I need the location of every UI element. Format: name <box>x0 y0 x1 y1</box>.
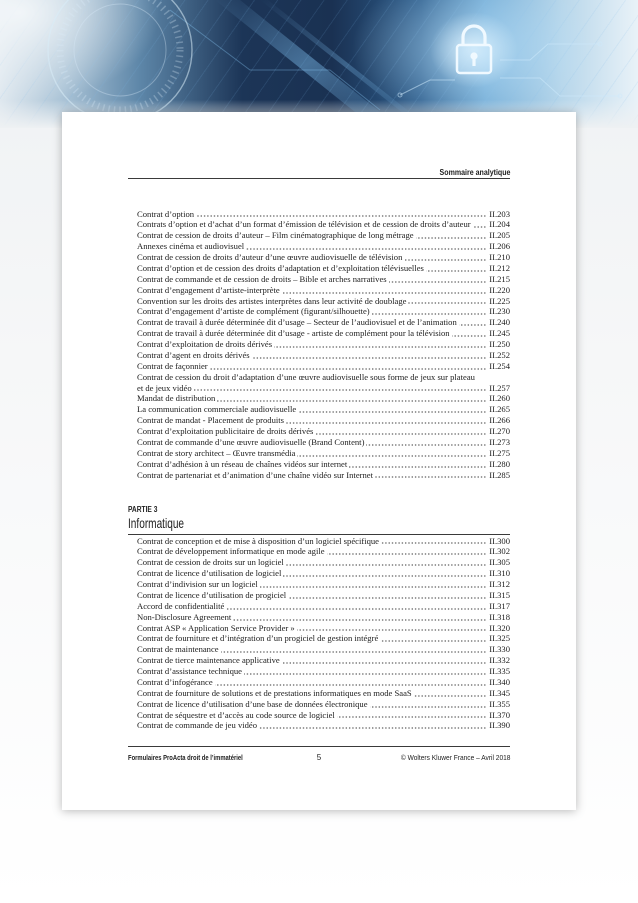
toc-entry <box>137 623 510 634</box>
toc-entry-title: Contrat de cession de droits sur un logiciel <box>137 557 284 568</box>
toc-entry-title: Contrat de commande de jeu vidéo <box>137 720 258 731</box>
toc-entry-page: II.225 <box>489 295 510 306</box>
toc-entry-page: II.270 <box>489 426 510 436</box>
toc-entry-title: Contrat de partenariat et d’animation d’une chaîne vidéo sur Internet <box>137 469 373 480</box>
toc-entry-title: Contrat d’assistance technique <box>137 666 243 677</box>
toc-entry-page: II.275 <box>489 447 510 458</box>
toc-entry <box>137 459 510 470</box>
toc-entry-page: II.250 <box>489 339 510 349</box>
toc-entry-page: II.345 <box>489 687 510 698</box>
toc-entry <box>137 339 510 350</box>
toc-entry-page: II.310 <box>489 568 510 579</box>
toc-entry-title: Contrat de fourniture et d’intégration d’un progiciel de gestion intégré <box>137 633 379 644</box>
toc-entry-page: II.252 <box>489 349 510 360</box>
toc-entry <box>137 296 510 307</box>
toc-entry-title: Contrat d’infogérance <box>137 676 213 687</box>
toc-entry <box>137 448 510 459</box>
toc-entry-title: Contrat de licence d’utilisation de progiciel <box>137 589 287 600</box>
toc-entry <box>137 720 510 731</box>
toc-entry-title: Contrat de tierce maintenance applicative <box>137 655 280 666</box>
toc-entry-page: II.300 <box>489 535 510 546</box>
toc-entry-title: Contrat de développement informatique en mode agile <box>137 546 325 557</box>
toc-entry <box>137 612 510 623</box>
toc-entry <box>137 415 510 426</box>
toc-entry-page: II.332 <box>489 655 510 666</box>
toc-entry-title: Contrat de cession de droits d’auteur d’une œuvre audiovisuelle de télévision <box>137 252 403 262</box>
toc-entry-title: Accord de confidentialité <box>137 600 225 611</box>
toc-entry-page: II.257 <box>489 382 510 393</box>
toc-entry <box>137 209 510 220</box>
toc-entry-title: Contrat d’indivision sur un logiciel <box>137 579 258 590</box>
toc-list-informatique <box>137 536 510 732</box>
toc-entry <box>137 306 510 317</box>
toc-entry <box>137 644 510 655</box>
toc-entry-title: Contrat d’engagement d’artiste-interprète <box>137 284 280 295</box>
toc-entry-title: Contrat de maintenance <box>137 644 219 655</box>
toc-entry <box>137 372 510 394</box>
part-title: Informatique <box>128 515 185 531</box>
toc-entry-page: II.266 <box>489 415 510 426</box>
toc-entry <box>137 437 510 448</box>
toc-entry-page: II.330 <box>489 644 510 655</box>
toc-entry <box>137 404 510 415</box>
toc-entry <box>137 699 510 710</box>
toc-entry-title: Contrat de travail à durée déterminée dit d’usage - artiste de complément pour la télévision <box>137 328 450 339</box>
toc-entry <box>137 426 510 437</box>
toc-list-audiovisual <box>137 209 510 481</box>
toc-entry <box>137 317 510 328</box>
banner-illustration <box>0 0 638 128</box>
toc-entry-page: II.210 <box>489 252 510 262</box>
toc-entry-page: II.206 <box>489 241 510 252</box>
toc-entry-page: II.315 <box>489 589 510 600</box>
toc-entry <box>137 263 510 274</box>
toc-entry-page: II.260 <box>489 393 510 404</box>
toc-entry-page: II.230 <box>489 306 510 317</box>
toc-entry-title: Contrat de mandat - Placement de produits <box>137 415 285 426</box>
header-banner <box>0 0 638 128</box>
header-rule <box>128 178 510 179</box>
toc-entry <box>137 230 510 241</box>
toc-entry <box>137 677 510 688</box>
toc-entry-title: Contrat d’option et de cession des droits d’adaptation et d’exploitation télévisuelles <box>137 262 424 273</box>
toc-entry-title: Annexes cinéma et audiovisuel <box>137 241 245 252</box>
toc-entry-title: Contrat d’option <box>137 208 195 219</box>
toc-entry-page: II.340 <box>489 676 510 687</box>
toc-entry <box>137 219 510 230</box>
toc-entry-title: La communication commerciale audiovisuelle <box>137 404 297 415</box>
toc-entry <box>137 252 510 263</box>
footer-page-number: 5 <box>316 753 322 762</box>
document-page <box>62 112 576 810</box>
toc-entry-page: II.203 <box>489 208 510 219</box>
toc-entry-title: Contrats d’option et d’achat d’un format d’émission de télévision et de cession de droits d’auteur <box>137 219 471 230</box>
toc-entry <box>137 590 510 601</box>
toc-entry <box>137 688 510 699</box>
part-label: PARTIE 3 <box>128 505 158 514</box>
toc-entry <box>137 655 510 666</box>
toc-entry-page: II.305 <box>489 557 510 568</box>
toc-entry-title: Contrat de story architect – Œuvre transmédia <box>137 447 296 458</box>
toc-entry <box>137 470 510 481</box>
toc-entry-page: II.318 <box>489 611 510 622</box>
toc-entry-title: Contrat de séquestre et d’accès au code source de logiciel <box>137 709 335 720</box>
toc-entry-page: II.215 <box>489 273 510 284</box>
toc-entry-title: Contrat de commande d’une œuvre audiovisuelle (Brand Content) <box>137 436 365 447</box>
toc-entry-title: Contrat de commande et de cession de droits – Bible et arches narratives <box>137 273 387 284</box>
dial-ring <box>48 0 192 122</box>
toc-entry <box>137 546 510 557</box>
toc-entry-page: II.390 <box>489 720 510 731</box>
footer-rule <box>128 746 510 747</box>
toc-entry-page: II.320 <box>489 622 510 633</box>
toc-entry <box>137 241 510 252</box>
toc-entry-page: II.220 <box>489 284 510 295</box>
toc-entry <box>137 536 510 547</box>
toc-entry <box>137 579 510 590</box>
toc-entry-title: Non-Disclosure Agreement <box>137 611 232 622</box>
toc-entry-title: Mandat de distribution <box>137 393 216 404</box>
toc-entry-title: Convention sur les droits des artistes interprètes dans leur activité de doublage <box>137 295 407 306</box>
toc-entry-title: Contrat de façonnier <box>137 360 208 371</box>
toc-entry-page: II.204 <box>489 219 510 230</box>
toc-entry-page: II.254 <box>489 360 510 371</box>
toc-entry-title: Contrat d’agent en droits dérivés <box>137 349 250 360</box>
light-streaks <box>170 0 430 128</box>
toc-entry <box>137 633 510 644</box>
toc-entry-title: Contrat d’adhésion à un réseau de chaînes vidéos sur internet <box>137 458 348 469</box>
toc-entry-page: II.325 <box>489 633 510 644</box>
toc-entry-title: Contrat de conception et de mise à disposition d’un logiciel spécifique <box>137 535 379 546</box>
toc-entry-title: Contrat de travail à durée déterminée dit d’usage – Secteur de l’audiovisuel et de l’animation <box>137 317 457 328</box>
toc-entry-title: Contrat ASP « Application Service Provider » <box>137 622 295 633</box>
toc-entry-page: II.312 <box>489 579 510 590</box>
toc-entry-title: Contrat d’engagement d’artiste de complément (figurant/silhouette) <box>137 306 370 317</box>
toc-entry-page: II.273 <box>489 436 510 447</box>
toc-entry <box>137 568 510 579</box>
toc-entry-title: Contrat de cession de droits d’auteur – Film cinématographique de long métrage <box>137 230 414 241</box>
toc-entry <box>137 557 510 568</box>
toc-entry-title: Contrat de licence d’utilisation de logiciel <box>137 568 282 579</box>
toc-entry-page: II.302 <box>489 546 510 557</box>
toc-entry <box>137 666 510 677</box>
toc-entry <box>137 274 510 285</box>
toc-entry-page: II.265 <box>489 404 510 415</box>
toc-entry-page: II.280 <box>489 458 510 469</box>
toc-entry <box>137 601 510 612</box>
footer-book-title: Formulaires ProActa droit de l’immatériel <box>128 753 243 762</box>
toc-entry-page: II.245 <box>489 328 510 339</box>
toc-entry-page: II.335 <box>489 666 510 677</box>
toc-entry <box>137 328 510 339</box>
toc-entry <box>137 350 510 361</box>
toc-entry <box>137 285 510 296</box>
toc-entry-title: Contrat de licence d’utilisation d’une base de données électronique <box>137 698 368 709</box>
footer-copyright: © Wolters Kluwer France – Avril 2018 <box>400 753 510 762</box>
toc-entry-title: Contrat de cession du droit d’adaptation d’une œuvre audiovisuelle sous forme de jeux sur plateau et de jeux vidéo <box>137 371 475 393</box>
toc-entry-page: II.370 <box>489 709 510 720</box>
toc-entry-page: II.212 <box>489 262 510 273</box>
toc-entry-page: II.285 <box>489 469 510 480</box>
toc-entry-page: II.205 <box>489 230 510 241</box>
toc-entry-title: Contrat d’exploitation publicitaire de droits dérivés <box>137 426 314 436</box>
toc-entry <box>137 361 510 372</box>
toc-entry-page: II.317 <box>489 600 510 611</box>
toc-entry-title: Contrat d’exploitation de droits dérivés <box>137 339 273 349</box>
toc-entry-page: II.355 <box>489 698 510 709</box>
toc-entry-title: Contrat de fourniture de solutions et de prestations informatiques en mode SaaS <box>137 687 412 698</box>
toc-entry <box>137 393 510 404</box>
running-title: Sommaire analytique <box>439 167 510 177</box>
toc-entry-page: II.240 <box>489 317 510 328</box>
toc-entry <box>137 710 510 721</box>
